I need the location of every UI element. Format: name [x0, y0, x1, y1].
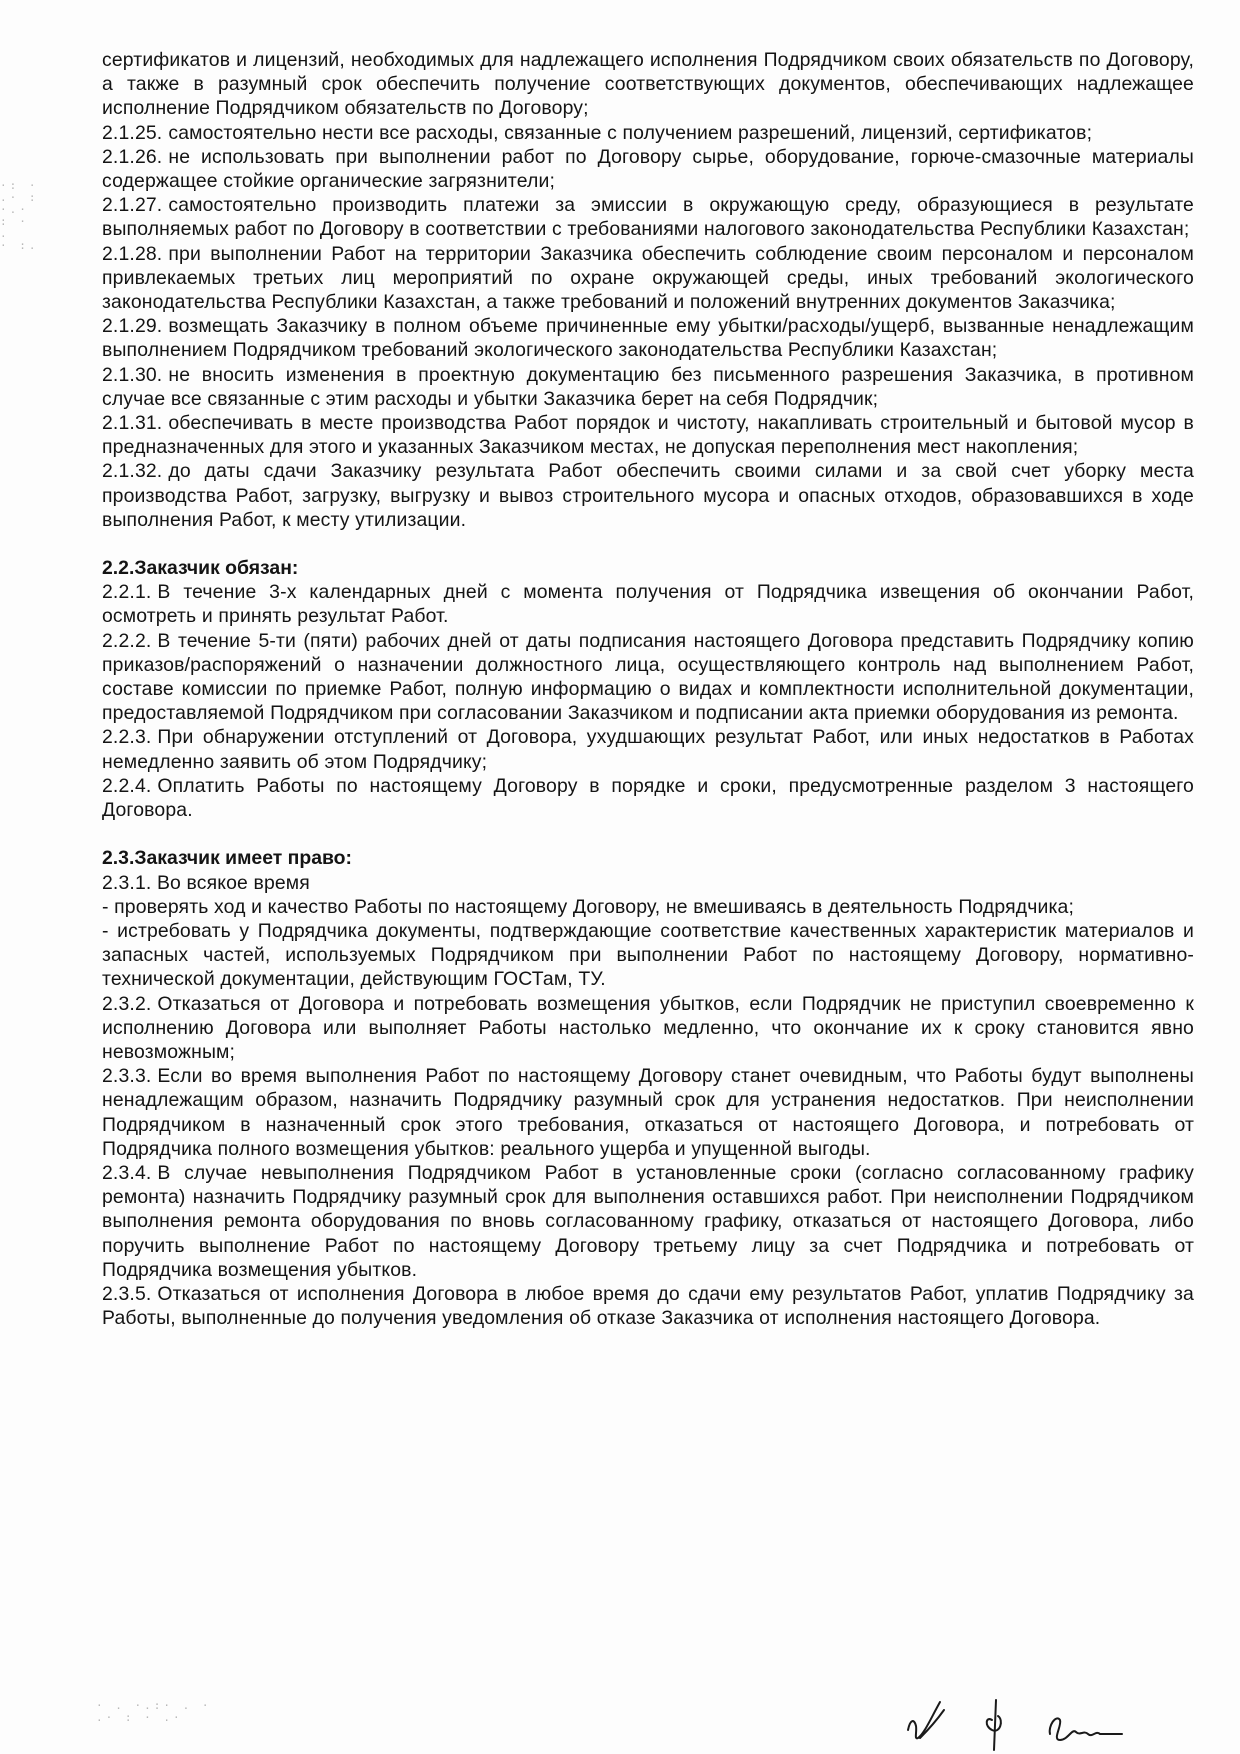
- clause-2-3-3: [102, 1064, 1194, 1161]
- signature-strokes: [900, 1690, 1160, 1754]
- clause-2-1-27: [102, 193, 1194, 241]
- clause-text: В случае невыполнения Подрядчиком Работ в установленные сроки (согласно согласованному графику ремонта) назначить Подрядчику разумный срок для выполнения оставшихся работ. При неисполнении Подрядчиком выполнения ремонта оборудования по вновь согласованному графику, отказаться от настоящего Договора, либо поручить выполнение Работ по настоящему Договору третьему лицу за счет Подрядчика и потребовать от Подрядчика возмещения убытков.: [102, 1161, 1194, 1281]
- clause-number: 2.1.25.: [102, 121, 163, 144]
- clause-text: не использовать при выполнении работ по Договору сырье, оборудование, горюче-смазочные материалы содержащее стойкие органические загрязнители;: [102, 145, 1194, 193]
- clause-2-1-26: [102, 145, 1194, 193]
- clause-text: Отказаться от Договора и потребовать возмещения убытков, если Подрядчик не приступил своевременно к исполнению Договора или выполняет Работы настолько медленно, что окончание их к сроку становится явно невозможным;: [102, 992, 1194, 1063]
- clause-number: 2.1.28.: [102, 242, 163, 265]
- scan-noise-left: ·: · .· : ·.· : · . · :.: [0, 179, 39, 252]
- clause-2-2-1: [102, 580, 1194, 628]
- clause-number: 2.3.4.: [102, 1161, 152, 1184]
- signature-initial-2-stem: [994, 1700, 996, 1750]
- section-gap: [102, 532, 1194, 556]
- clause-2-2-3: [102, 725, 1194, 773]
- section-2-3-heading: 2.3.Заказчик имеет право:: [102, 847, 352, 870]
- clause-number: 2.1.27.: [102, 194, 163, 217]
- clause-2-3-1-bullet: - проверять ход и качество Работы по настоящему Договору, не вмешиваясь в деятельность Подрядчика;: [102, 895, 1074, 918]
- clause-number: 2.3.5.: [102, 1282, 152, 1305]
- clause-2-1-31: [102, 411, 1194, 459]
- clause-text: Отказаться от исполнения Договора в любое время до сдачи ему результатов Работ, уплатив Подрядчику за Работы, выполненные до получения уведомления об отказе Заказчика от исполнения настоящего Договора.: [102, 1282, 1194, 1330]
- handwritten-signatures: [900, 1690, 1160, 1754]
- clause-2-3-4: [102, 1161, 1194, 1282]
- clause-number: 2.1.31.: [102, 412, 163, 435]
- clause-number: 2.2.4.: [102, 774, 152, 797]
- clause-text: самостоятельно производить платежи за эмиссии в окружающую среду, образующиеся в результате выполняемых работ по Договору в соответствии с требованиями налогового законодательства Республики Казахстан;: [102, 194, 1194, 241]
- clause-number: 2.3.3.: [102, 1065, 152, 1088]
- clause-number: 2.2.1.: [102, 581, 152, 604]
- clause-text: В течение 3-х календарных дней с момента получения от Подрядчика извещения об окончании Работ, осмотреть и принять результат Работ.: [102, 581, 1194, 628]
- section-gap: [102, 822, 1194, 846]
- signature-3: [1050, 1718, 1114, 1740]
- signature-initial-1-tail: [920, 1710, 944, 1738]
- clause-text: Оплатить Работы по настоящему Договору в порядке и сроки, предусмотренные разделом 3 настоящего Договора.: [102, 774, 1194, 822]
- clause-text: не вносить изменения в проектную документацию без письменного разрешения Заказчика, в противном случае все связанные с этим расходы и убытки Заказчика берет на себя Подрядчик;: [102, 363, 1194, 410]
- clause-number: 2.2.2.: [102, 629, 152, 652]
- clause-number: 2.1.26.: [102, 145, 163, 168]
- clause-number: 2.1.32.: [102, 460, 163, 483]
- clause-text: возмещать Заказчику в полном объеме причиненные ему убытки/расходы/ущерб, вызванные ненадлежащим выполнением Подрядчиком требований экологического законодательства Республики Казахстан;: [102, 315, 1194, 362]
- clause-text: В течение 5-ти (пяти) рабочих дней от даты подписания настоящего Договора представить Подрядчику копию приказов/распоряжений о назначении должностного лица, осуществляющего контроль над выполнением Работ, составе комиссии по приемке Работ, полную информацию о видах и комплектности исполнительной документации, предоставляемой Подрядчиком при согласовании Заказчиком и подписании акта приемки оборудования из ремонта.: [102, 629, 1194, 725]
- clause-2-3-1-head: 2.3.1. Во всякое время: [102, 871, 310, 894]
- clause-2-1-29: [102, 314, 1194, 362]
- clause-text: При обнаружении отступлений от Договора, ухудшающих результат Работ, или иных недостатков в Работах немедленно заявить об этом Подрядчику;: [102, 726, 1194, 773]
- intro-paragraph: сертификатов и лицензий, необходимых для надлежащего исполнения Подрядчиком своих обязательств по Договору, а также в разумный срок обеспечить получение соответствующих документов, обеспечивающих надлежащее исполнение Подрядчиком обязательств по Договору;: [102, 49, 1194, 120]
- clause-text: обеспечивать в месте производства Работ порядок и чистоту, накапливать строительный и бытовой мусор в предназначенных для этого и указанных Заказчиком местах, не допуская переполнения мест накопления;: [102, 412, 1194, 459]
- clause-text: при выполнении Работ на территории Заказчика обеспечить соблюдение своим персоналом и персоналом привлекаемых третьих лиц мероприятий по охране окружающей среды, иных требований экологического законодательства Республики Казахстан, а также требований и положений внутренних документов Заказчика;: [102, 242, 1194, 314]
- clause-2-2-2: [102, 629, 1194, 726]
- clause-2-1-25: [102, 121, 1194, 145]
- document-body: [102, 48, 1194, 1330]
- clause-number: 2.2.3.: [102, 726, 152, 749]
- clause-2-2-4: [102, 774, 1194, 822]
- clause-2-1-32: [102, 459, 1194, 532]
- signature-initial-2: [987, 1716, 1001, 1731]
- clause-2-3-2: [102, 992, 1194, 1065]
- clause-number: 2.1.29.: [102, 315, 163, 338]
- clause-2-1-30: [102, 363, 1194, 411]
- clause-text: до даты сдачи Заказчику результата Работ обеспечить своими силами и за свой счет уборку места производства Работ, загрузку, выгрузку и вывоз строительного мусора и опасных отходов, образовавшихся в ходе выполнения Работ, к месту утилизации.: [102, 460, 1194, 531]
- clause-text: Если во время выполнения Работ по настоящему Договору станет очевидным, что Работы будут выполнены ненадлежащим образом, назначить Подрядчику разумный срок для устранения недостатков. При неисполнении Подрядчиком в назначенный срок этого требования, отказаться от настоящего Договора, и потребовать от Подрядчика полного возмещения убытков: реального ущерба и упущенной выгоды.: [102, 1065, 1194, 1160]
- clause-2-3-5: [102, 1282, 1194, 1330]
- clause-2-1-28: [102, 242, 1194, 315]
- section-2-2-heading: 2.2.Заказчик обязан:: [102, 557, 299, 580]
- clause-number: 2.3.2.: [102, 992, 152, 1015]
- clause-2-3-1-bullet: - истребовать у Подрядчика документы, подтверждающие соответствие качественных характеристик материалов и запасных частей, используемых Подрядчиком при выполнении Работ по настоящему Договору, нормативно-технической документации, действующим ГОСТам, ТУ.: [102, 919, 1194, 991]
- scan-noise-left-bottom: · . ·.:· . · .· : · .·: [96, 1699, 212, 1724]
- clause-text: самостоятельно нести все расходы, связанные с получением разрешений, лицензий, сертификатов;: [168, 121, 1093, 144]
- clause-number: 2.1.30.: [102, 363, 163, 386]
